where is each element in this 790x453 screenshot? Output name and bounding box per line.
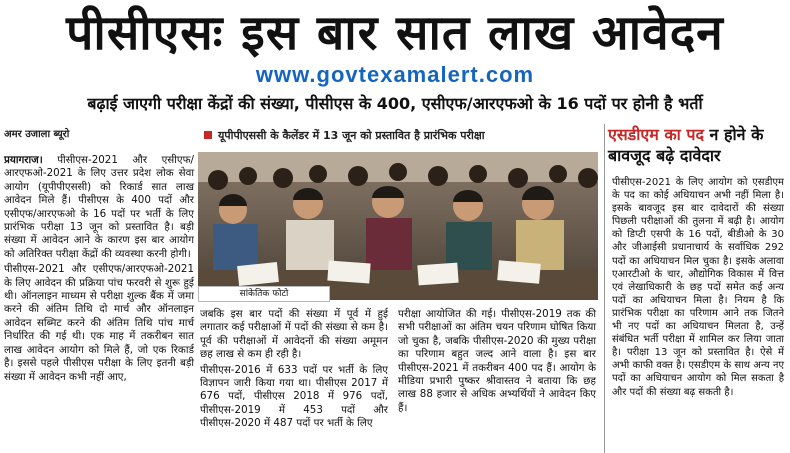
article-column-3 <box>398 308 596 417</box>
headline: पीसीएसः इस बार सात लाख आवेदन <box>66 5 724 61</box>
red-square-icon <box>204 131 212 139</box>
sidebar-box <box>604 124 788 453</box>
sidebar-title <box>604 124 788 166</box>
col2-paragraph-1: जबकि इस बार पदों की संख्या में पूर्व में हुई लगातार कई परीक्षाओं में पदों की संख्या से कम है। पूर्व की परीक्षाओं में आवेदनों की संख्या अमूमन छह लाख से कम ही रही है। <box>200 308 388 361</box>
photo-caption: सांकेतिक फोटो <box>198 286 330 302</box>
subheadline: बढ़ाई जाएगी परीक्षा केंद्रों की संख्या, पीसीएस के 400, एसीएफ/आरएफओ के 16 पदों पर होनी है भर्ती <box>87 94 703 113</box>
sidebar-title-red: एसडीएम का पद <box>608 125 704 144</box>
article-column-2 <box>200 308 388 433</box>
col3-paragraph-1: परीक्षा आयोजित की गई। पीसीएस-2019 तक की सभी परीक्षाओं का अंतिम चयन परिणाम घोषित किया जो चुका है, जबकि पीसीएस-2020 की मुख्य परीक्षा का परिणाम बहुत जल्द आने वाला है। इस बार पीसीएस-2021 में तकरीबन 400 पद हैं। आयोग के मीडिया प्रभारी पुष्कर श्रीवास्तव ने बताया कि छह लाख 88 हजार से अधिक अभ्यर्थियों ने आवेदन किए हैं। <box>398 308 596 414</box>
sidebar-title-rest: न होने के बावजूद बढ़े दावेदार <box>608 125 764 165</box>
byline: अमर उजाला ब्यूरो <box>4 129 70 140</box>
article-column-1 <box>4 154 194 386</box>
dateline: प्रयागराज। <box>4 154 43 166</box>
classroom-photo <box>198 152 598 300</box>
col1-paragraph-2: पीसीएस-2021 और एसीएफ/आरएफओ-2021 के लिए आवेदन की प्रक्रिया पांच फरवरी से शुरू हुई थी। ऑनलाइन माध्यम से परीक्षा शुल्क बैंक में जमा करने की अंतिम तिथि दो मार्च और ऑनलाइन आवेदन सब्मिट करने की अंतिम तिथि पांच मार्च निर्धारित की गई थी। एक माह में तकरीबन सात लाख आवेदन आयोग को मिले हैं, जो एक रिकार्ड है। इससे पहले पीसीएस परीक्षा के लिए इतनी बड़ी संख्या में आवेदन कभी नहीं आए, <box>4 263 194 383</box>
col1-paragraph-1: पीसीएस-2021 और एसीएफ/आरएफओ-2021 के लिए उत्तर प्रदेश लोक सेवा आयोग (यूपीपीएससी) को रिकार्ड सात लाख आवेदन मिले हैं। पीसीएस के 400 पदों और एसीएफ/आरएफओ के 16 पदों पर भर्ती के लिए प्रारंभिक परीक्षा 13 जून को प्रस्तावित है। बड़ी संख्या में आवेदन आने के कारण इस बार आयोग को अतिरिक्त परीक्षा केंद्रों की व्यवस्था करनी होगी। <box>4 154 194 260</box>
col2-paragraph-2: पीसीएस-2016 में 633 पदों पर भर्ती के लिए विज्ञापन जारी किया गया था। पीसीएस 2017 में 676 पदों, पीसीएस 2018 में 976 पदों, पीसीएस-2019 में 453 पदों और पीसीएस-2020 में 487 पदों पर भर्ती के लिए <box>200 363 388 430</box>
section-heading-strip <box>198 126 600 146</box>
students-illustration <box>198 152 598 300</box>
watermark-url: www.govtexamalert.com <box>255 62 535 87</box>
strip-heading: यूपीपीएससी के कैलेंडर में 13 जून को प्रस्तावित है प्रारंभिक परीक्षा <box>218 129 485 142</box>
sidebar-body: पीसीएस-2021 के लिए आयोग को एसडीएम के पद का कोई अधियाचन अभी नहीं मिला है। इसके बावजूद इस बार दावेदारों की संख्या पिछली परीक्षाओं की तुलना में बढ़ी है। आयोग को डिप्टी एसपी के 16 पदों, बीडीओ के 30 और जीआईसी प्रधानाचार्य के सर्वाधिक 292 पदों का अधियाचन मिल चुका है। इसके अलावा एआरटीओ के चार, औद्योगिक विकास में वित्त एवं लेखाधिकारी के छह पदों समेत कई अन्य पदों का अधियाचन मिला है। नियम है कि प्रारंभिक परीक्षा का परिणाम आने तक जितने भी नए पदों का अधियाचन मिलता है, उन्हें संबंधित भर्ती परीक्षा में शामिल कर लिया जाता है। परीक्षा 13 जून को प्रस्तावित है। ऐसे में अभी काफी वक्त है। एसडीएम के साथ अन्य नए पदों का अधियाचन आयोग को मिल सकता है और पदों की संख्या बढ़ सकती है। <box>612 177 784 398</box>
